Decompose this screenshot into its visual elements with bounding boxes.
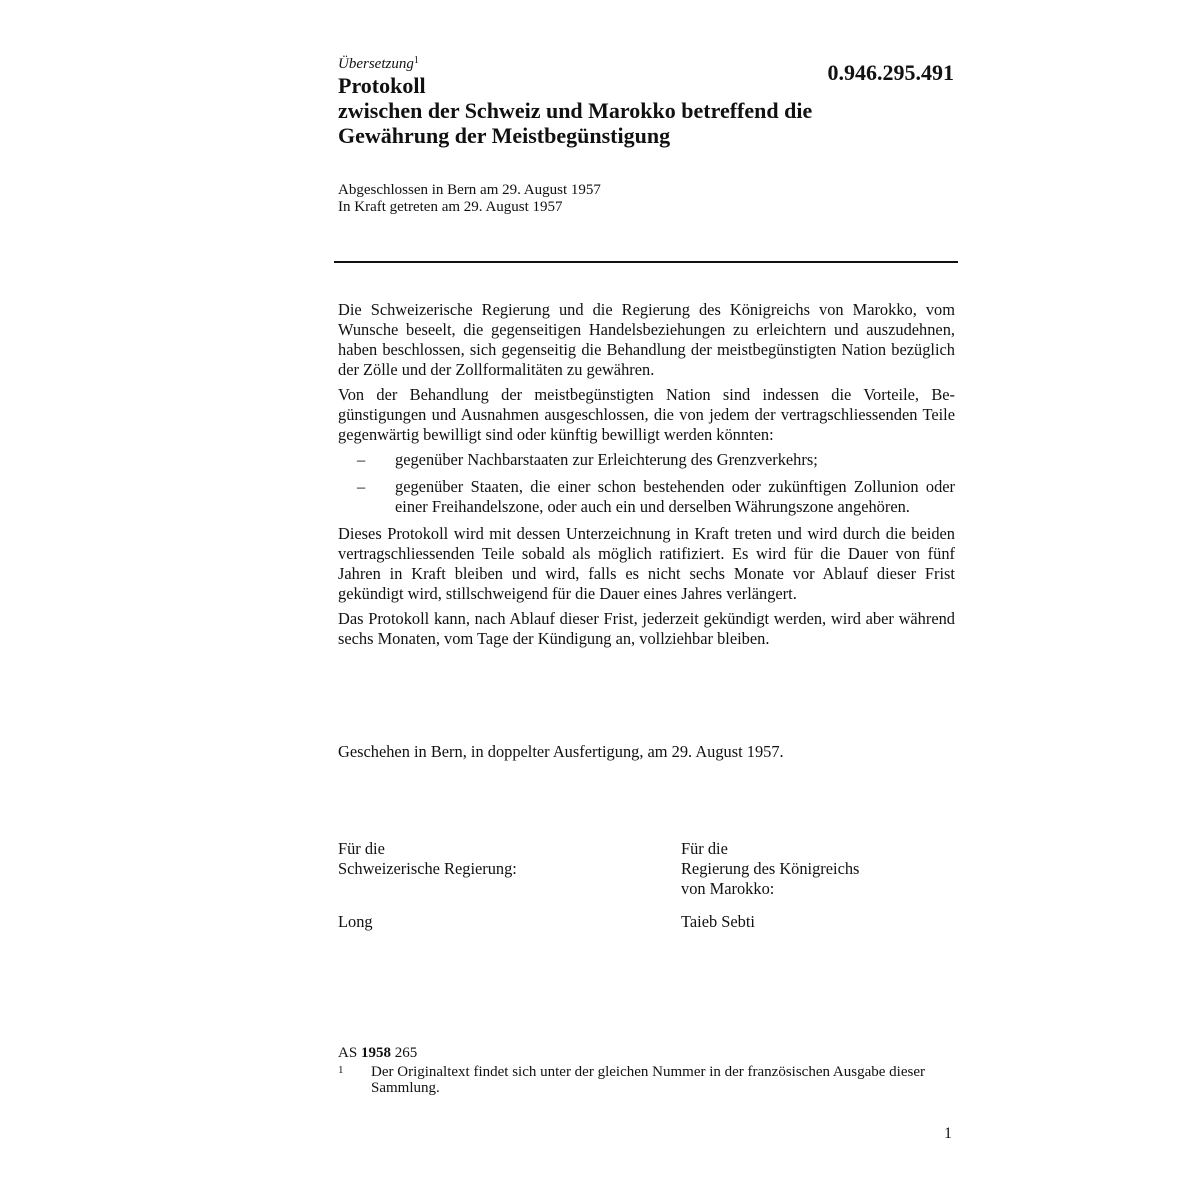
document-title [338, 73, 938, 148]
paragraph-2: Von der Behandlung der meistbegünstigten Nation sind indessen die Vorteile, Begünstigungen und Ausnahmen ausgeschlossen, die von jedem der vertragschliessenden Teile gegenwärtig bewilligt sind oder künftig bewilligt werden könnten: [338, 385, 955, 444]
as-page: 265 [394, 1045, 418, 1061]
signatory-name-switzerland: Long [338, 912, 373, 931]
footnote-text: Der Originaltext findet sich unter der gleichen Nummer in der französischen Ausgabe dieser Sammlung. [371, 1064, 925, 1096]
document-meta [338, 182, 601, 216]
header-divider [334, 261, 958, 263]
paragraph-4: Das Protokoll kann, nach Ablauf dieser Frist, jederzeit gekündigt werden, wird aber während sechs Monaten, vom Tage der Kündigung an, vollziehbar bleiben. [338, 609, 955, 648]
signature-line: Für die [338, 839, 385, 858]
concluded-date: Abgeschlossen in Bern am 29. August 1957 [338, 182, 601, 198]
translation-note [338, 52, 419, 73]
signature-block-switzerland [338, 839, 517, 879]
list-item [338, 477, 955, 517]
signature-line: Für die [681, 839, 728, 858]
paragraph-3: Dieses Protokoll wird mit dessen Unterzeichnung in Kraft treten und wird durch die beiden vertragschliessenden Teile sobald als möglich ratifiziert. Es wird für die Dauer von fünf Jahren in Kraft bleiben und wird, falls es nicht sechs Monate vor Ablauf dieser Frist gekündigt wird, stillschweigend für die Dauer eines Jahres verlängert. [338, 524, 955, 603]
sr-number: 0.946.295.491 [827, 60, 954, 85]
document-body [338, 300, 955, 654]
as-year: 1958 [360, 1045, 391, 1061]
footnote [338, 1064, 938, 1096]
translation-footnote-mark[interactable]: 1 [413, 55, 419, 66]
paragraph-1: Die Schweizerische Regierung und die Regierung des Königreichs von Marokko, vom Wunsche beseelt, die gegenseitigen Handelsbeziehungen zu erleichtern und auszudehnen, haben beschlossen, sich gegenseitig die Behandlung der meistbegünstigten Nation bezüglich der Zölle und der Zollformalitäten zu gewähren. [338, 300, 955, 379]
title-line-2: zwischen der Schweiz und Marokko betreffend die [338, 98, 813, 123]
signature-line: Schweizerische Regierung: [338, 859, 517, 878]
signatory-name-morocco: Taieb Sebti [681, 912, 755, 931]
list-item-text: gegenüber Staaten, die einer schon bestehenden oder zukünftigen Zollunion oder einer Freihandelszone, oder auch ein und derselben Währungszone angehören. [395, 477, 955, 516]
page-number: 1 [944, 1125, 952, 1142]
list-dash: – [357, 450, 366, 469]
footnote-mark: 1 [338, 1064, 344, 1076]
in-force-date: In Kraft getreten am 29. August 1957 [338, 199, 563, 215]
signature-line: von Marokko: [681, 879, 775, 898]
title-line-3: Gewährung der Meistbegünstigung [338, 123, 671, 148]
title-line-1: Protokoll [338, 73, 426, 98]
list-item [338, 450, 955, 470]
done-at-statement: Geschehen in Bern, in doppelter Ausfertigung, am 29. August 1957. [338, 742, 784, 761]
list-dash: – [357, 477, 366, 496]
signature-line: Regierung des Königreichs [681, 859, 860, 878]
translation-label: Übersetzung [338, 56, 414, 72]
as-reference [338, 1044, 417, 1062]
signature-block-morocco [681, 839, 859, 899]
as-prefix: AS [338, 1045, 358, 1061]
exclusion-list [338, 450, 955, 517]
list-item-text: gegenüber Nachbarstaaten zur Erleichterung des Grenzverkehrs; [395, 450, 818, 469]
